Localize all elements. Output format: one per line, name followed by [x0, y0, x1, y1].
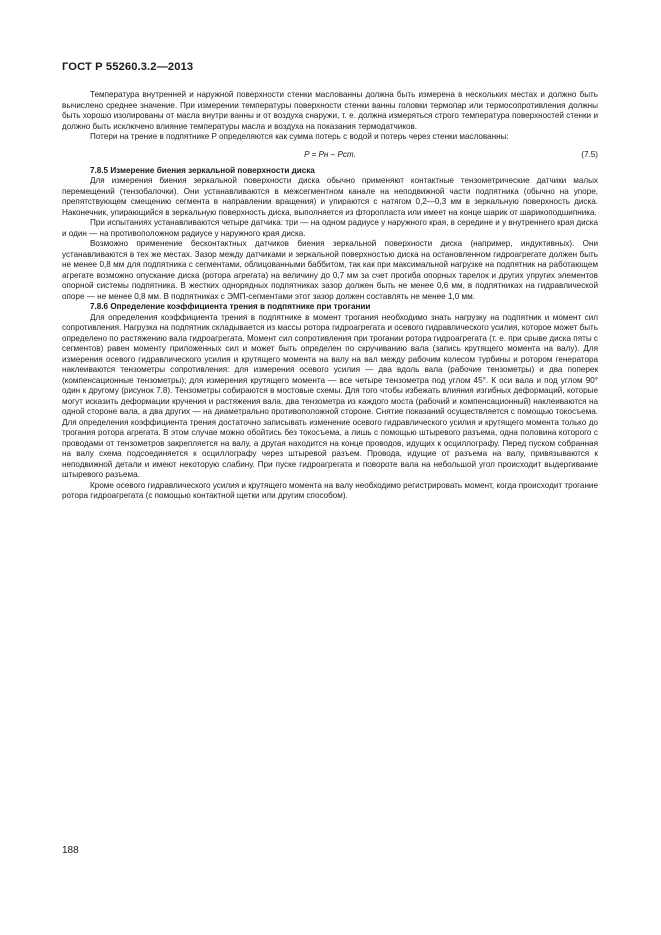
paragraph: Потери на трение в подпятнике P определяются как сумма потерь с водой и потерь через стенки маслованны:: [90, 132, 509, 141]
page-number: 188: [62, 845, 79, 856]
formula-7-5: [62, 146, 598, 163]
document-body: [62, 90, 598, 502]
section-heading-7-8-5: 7.8.5 Измерение биения зеркальной поверхности диска: [90, 165, 315, 175]
paragraph: Возможно применение бесконтактных датчиков биения зеркальной поверхности диска (например, индуктивных). Они устанавливаются в тех же местах. Зазор между датчиками и зеркальной поверхностью диска на остановленном гидроагрегате должен быть не менее 0,8 мм для подпятника с сегментами, облицованными баббитом, так как при максимальной нагрузке на подпятник на работающем агрегате возможно опускание диска (ротора агрегата) на величину до 0,7 мм за счет прогиба опорных тарелок и других упругих элементов опорной системы подпятника. В жестких однорядных подпятниках зазор должен быть не менее 0,6 мм, в подпятниках на гидравлической опоре — не менее 0,8 мм. В подпятниках с ЭМП-сегментами этот зазор должен составлять не менее 1,0 мм.: [62, 239, 598, 301]
paragraph: Для определения коэффициента трения в подпятнике в момент трогания необходимо знать нагрузку на подпятник и момент сил сопротивления. Нагрузка на подпятник складывается из массы ротора гидроагрегата и осевого гидравлического усилия, которое может быть определено по растяжению вала гидроагрегата. Момент сил сопротивления при трогании ротора гидроагрегата (т. е. при срыве диска пяты с сегментов) равен моменту приложенных сил и может быть определен по скручиванию вала (запись крутящего момента на валу). Для измерения осевого гидравлического усилия и крутящего момента на валу на вал между рабочим колесом турбины и ротором генератора наклеиваются тензометры сопротивления: для измерения осевого усилия — два вдоль вала (рабочие тензометры) и два поперек (компенсационные тензометры); для измерения крутящего момента — все четыре тензометра под углом 45°. К оси вала и под углом 90° один к другому (рисунок 7.8). Тензометры собираются в мостовые схемы. Для того чтобы избежать влияния изгибных деформаций, которые могут исказить деформации кручения и растяжения вала, два тензометра из каждого моста (рабочий и компенсационный) наклеиваются на одной стороне вала, а два других — на диаметрально противоположной стороне. Снятие показаний осуществляется с помощью токосъема. Для определения коэффициента трения достаточно записывать изменение осевого гидравлического усилия и крутящего момента только до трогания ротора агрегата. В этом случае можно обойтись без токосъема, а лишь с помощью штыревого разъема, одна половина которого с проводами от тензометров закрепляется на валу, а другая находится на конце проводов, идущих к осциллографу. Перед пуском собранная на валу схема подсоединяется к осциллографу через штыревой разъем. Провода, идущие от разъема на валу, привязываются к неподвижной детали и имеют некоторую слабину. При пуске гидроагрегата и повороте вала на небольшой угол происходит выдергивание штыревого разъема.: [62, 312, 598, 479]
document-header: ГОСТ Р 55260.3.2—2013: [62, 61, 194, 73]
formula-number: (7.5): [581, 149, 598, 159]
formula-expression: P = Pн – Pст.: [304, 149, 356, 159]
paragraph: Кроме осевого гидравлического усилия и крутящего момента на валу необходимо регистрировать момент, когда происходит трогание ротора гидроагрегата (с помощью контактной щетки или другим способом).: [62, 480, 598, 500]
paragraph: Для измерения биения зеркальной поверхности диска обычно применяют контактные тензометрические датчики малых перемещений (тензобалочки). Они устанавливаются в межсегментном канале на неподвижной части подпятника (обычно на упоре, препятствующем смещению сегмента в направлении вращения) и упираются с натягом 0,2—0,3 мм в зеркальную поверхность диска. Наконечник, упирающийся в зеркальную поверхность диска, выполняется из фторопласта или имеет на конце шарик от шарикоподшипника.: [62, 176, 598, 217]
paragraph: При испытаниях устанавливаются четыре датчика: три — на одном радиусе у наружного края, в середине и у внутреннего края диска и один — на противоположном радиусе у наружного края диска.: [62, 218, 598, 238]
paragraph: Температура внутренней и наружной поверхности стенки маслованны должна быть измерена в нескольких местах и должно быть вычислено среднее значение. При измерении температуры поверхности стенки ванны головки термопар или термосопротивления должны быть хорошо изолированы от масла внутри ванны и от воздуха снаружи, т. е. должна измеряться строго температура поверхностей стенки и должно быть исключено влияние температуры масла и воздуха на показания термодатчиков.: [62, 90, 598, 131]
section-heading-7-8-6: 7.8.6 Определение коэффициента трения в подпятнике при трогании: [90, 302, 371, 311]
